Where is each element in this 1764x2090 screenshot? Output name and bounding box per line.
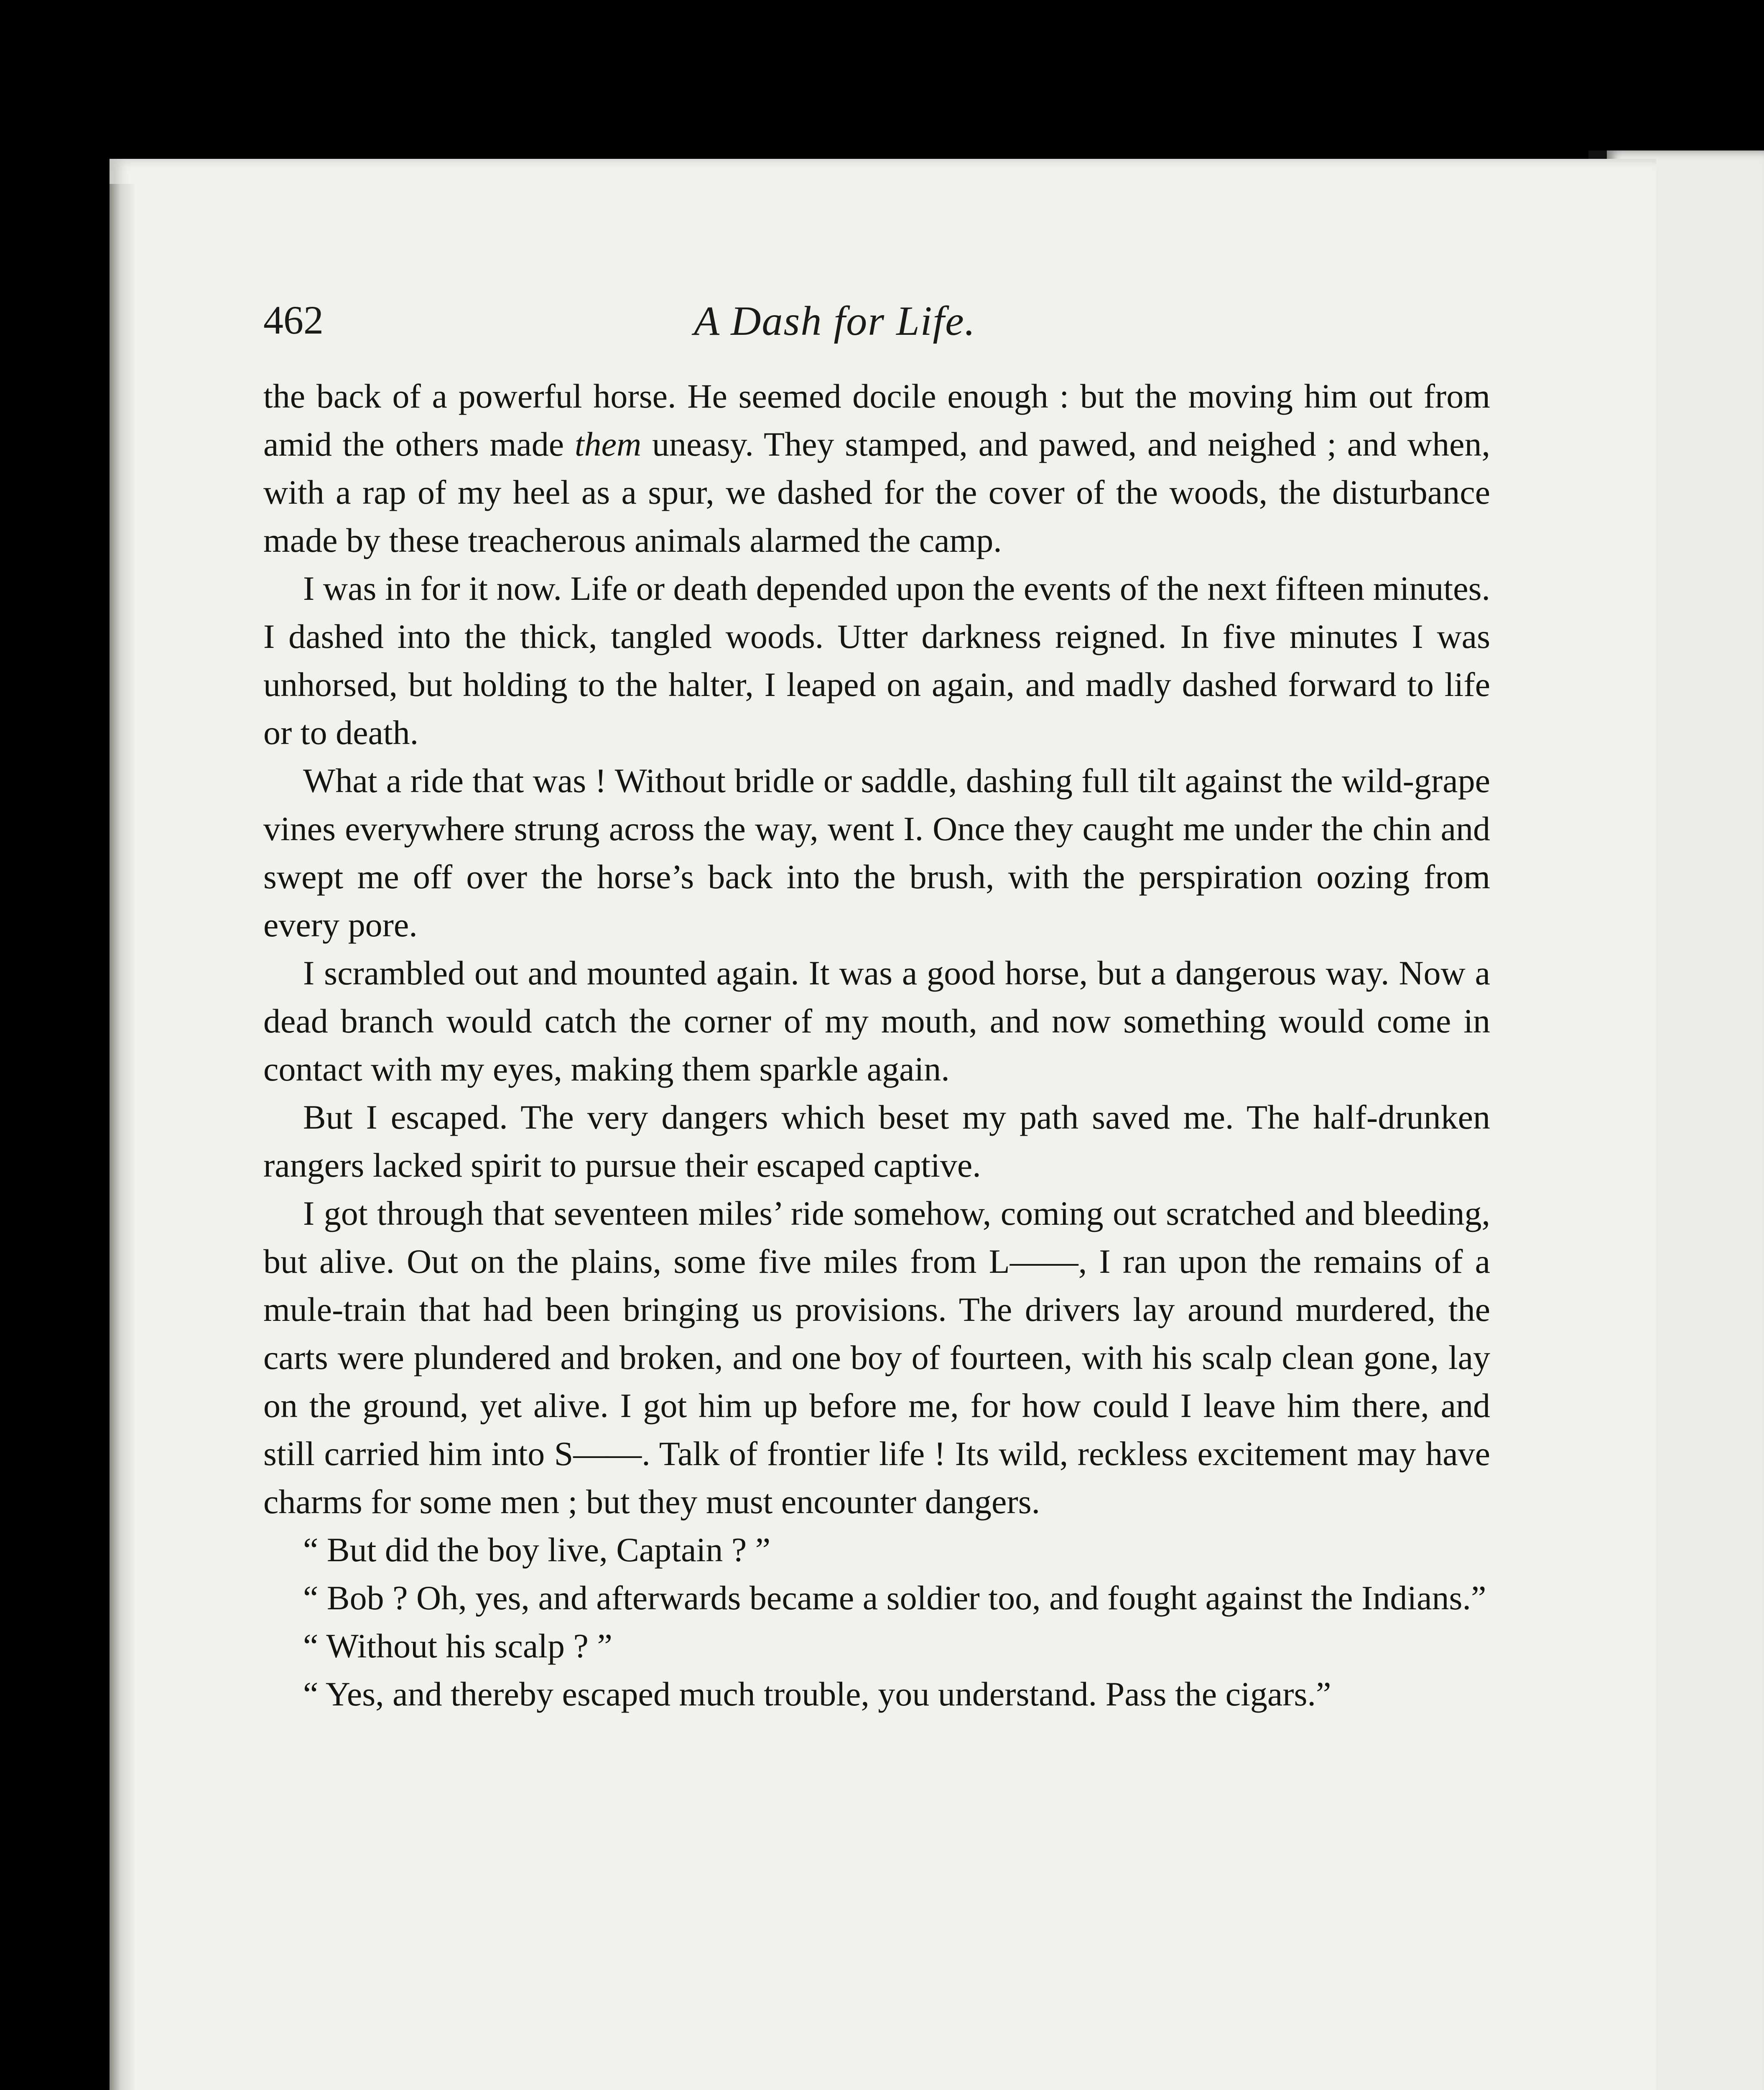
paragraph: I got through that seventeen miles’ ride somehow, coming out scratched and bleeding, but alive. Out on the plains, some five miles from L——, I ran upon the remains of a mule-train that had been bringing us provisions. The drivers lay around murdered, the carts were plundered and broken, and one boy of fourteen, with his scalp clean gone, lay on the ground, yet alive. I got him up before me, for how could I leave him there, and still carried him into S——. Talk of frontier life ! Its wild, reckless excitement may have charms for some men ; but they must encounter dangers. <box>263 1194 1490 1521</box>
paragraph: I was in for it now. Life or death depended upon the events of the next fifteen minutes. I dashed into the thick, tangled woods. Utter darkness reigned. In five minutes I was unhorsed, but holding to the halter, I leaped on again, and madly dashed forward to life or to death. <box>263 569 1490 752</box>
paragraph: What a ride that was ! Without bridle or saddle, dashing full tilt against the wild-grape vines everywhere strung across the way, went I. Once they caught me under the chin and swept me off over the horse’s back into the brush, with the perspiration oozing from every pore. <box>263 762 1490 944</box>
paragraph: But I escaped. The very dangers which beset my path saved me. The half-drunken rangers lacked spirit to pursue their escaped captive. <box>263 1098 1490 1184</box>
emphasis: them <box>574 425 642 463</box>
paragraph: I scrambled out and mounted again. It was a good horse, but a dangerous way. Now a dead branch would catch the corner of my mouth, and now something would come in contact with my eyes, making them sparkle again. <box>263 954 1490 1088</box>
running-title: A Dash for Life. <box>694 298 976 344</box>
running-head <box>263 293 1517 351</box>
body-text <box>263 372 1490 1718</box>
dialogue-paragraph: “ But did the boy live, Captain ? ” <box>303 1531 771 1569</box>
page-number: 462 <box>263 298 324 342</box>
dialogue-paragraph: “ Bob ? Oh, yes, and afterwards became a soldier too, and fought against the Indians.” <box>303 1579 1486 1617</box>
paragraph: the back of a powerful horse. He seemed docile enough : but the moving him out from amid the others made them uneasy. They stamped, and pawed, and neighed ; and when, with a rap of my heel as a spur, we dashed for the cover of the woods, the disturbance made by these treacherous animals alarmed the camp. <box>263 377 1491 559</box>
page-edge-shadow <box>110 184 135 2090</box>
dialogue-paragraph: “ Without his scalp ? ” <box>303 1627 612 1665</box>
dialogue-paragraph: “ Yes, and thereby escaped much trouble, you understand. Pass the cigars.” <box>303 1675 1331 1713</box>
